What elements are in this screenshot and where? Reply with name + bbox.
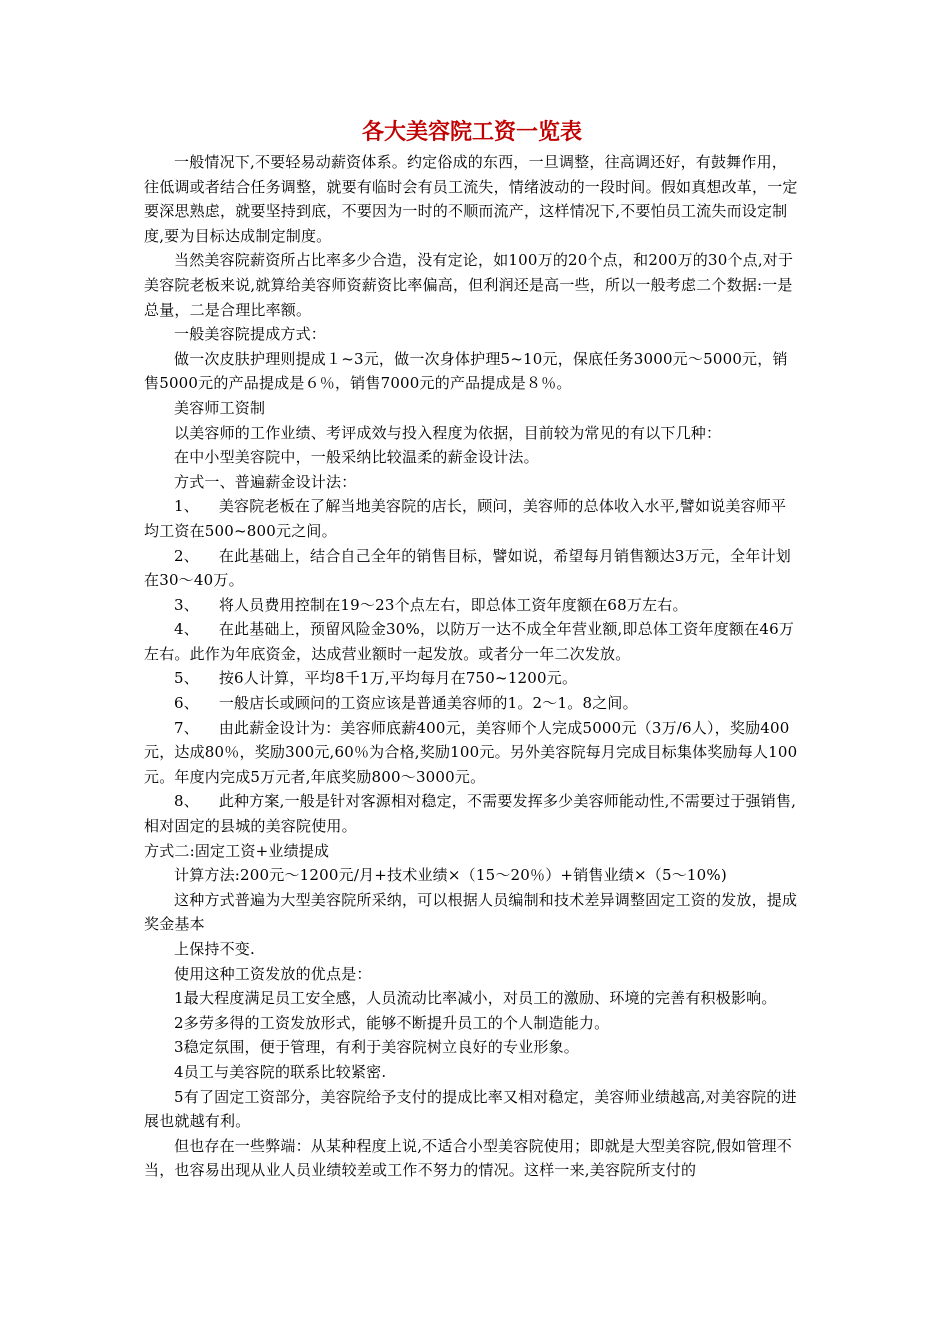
paragraph: 3、 将人员费用控制在19～23个点左右，即总体工资年度额在68万左右。 <box>174 595 688 614</box>
paragraph: 4员工与美容院的联系比较紧密. <box>174 1062 387 1081</box>
paragraph: 美容师工资制 <box>174 398 266 417</box>
paragraph: 当然美容院薪资所占比率多少合造，没有定论，如100万的20个点，和200万的30个点,对于美容院老板来说,就算给美容师资薪资比率偏高，但利润还是高一些，所以一般考虑二个数据:一是总量，二是合理比率额。 <box>144 251 794 319</box>
document-body <box>144 150 800 1183</box>
paragraph: 2、 在此基础上，结合自己全年的销售目标，譬如说，希望每月销售额达3万元，全年计划在30～40万。 <box>144 546 791 590</box>
paragraph: 3稳定氛围，便于管理，有利于美容院树立良好的专业形象。 <box>174 1038 579 1057</box>
paragraph: 一般情况下,不要轻易动薪资体系。约定俗成的东西，一旦调整，往高调还好，有鼓舞作用，往低调或者结合任务调整，就要有临时会有员工流失，情绪波动的一段时间。假如真想改革，一定要深思熟虑，就要坚持到底，不要因为一时的不顺而流产，这样情况下,不要怕员工流失而设定制度,要为目标达成制定制度。 <box>144 153 798 245</box>
paragraph: 2多劳多得的工资发放形式，能够不断提升员工的个人制造能力。 <box>174 1013 610 1032</box>
paragraph: 在中小型美容院中，一般采纳比较温柔的薪金设计法。 <box>174 448 539 467</box>
paragraph: 1最大程度满足员工安全感，人员流动比率减小，对员工的激励、环境的完善有积极影响。 <box>174 989 777 1008</box>
paragraph: 上保持不变. <box>174 940 255 958</box>
paragraph: 但也存在一些弊端：从某种程度上说,不适合小型美容院使用；即就是大型美容院,假如管理不当，也容易出现从业人员业绩较差或工作不努力的情况。这样一来,美容院所支付的 <box>144 1136 792 1180</box>
paragraph: 8、 此种方案,一般是针对客源相对稳定，不需要发挥多少美容师能动性,不需要过于强销售,相对固定的县城的美容院使用。 <box>144 792 797 836</box>
paragraph: 4、 在此基础上，预留风险金30%，以防万一达不成全年营业额,即总体工资年度额在46万左右。此作为年底资金，达成营业额时一起发放。或者分一年二次发放。 <box>144 620 795 663</box>
paragraph: 这种方式普遍为大型美容院所采纳，可以根据人员编制和技术差异调整固定工资的发放，提成奖金基本 <box>144 890 798 934</box>
paragraph: 使用这种工资发放的优点是： <box>174 964 372 983</box>
paragraph: 5有了固定工资部分，美容院给予支付的提成比率又相对稳定，美容师业绩越高,对美容院的进展也就越有利。 <box>144 1087 797 1131</box>
document-title: 各大美容院工资一览表 <box>361 120 582 145</box>
paragraph: 1、 美容院老板在了解当地美容院的店长，顾问，美容师的总体收入水平,譬如说美容师平均工资在500~800元之间。 <box>144 497 787 540</box>
paragraph: 计算方法:200元～1200元/月+技术业绩×（15～20％）+销售业绩×（5～10%) <box>174 866 727 885</box>
paragraph: 以美容师的工作业绩、考评成效与投入程度为依据，目前较为常见的有以下几种： <box>174 423 722 442</box>
paragraph: 6、 一般店长或顾问的工资应该是普通美容师的1。2～1。8之间。 <box>174 694 638 713</box>
paragraph: 一般美容院提成方式： <box>174 325 327 344</box>
paragraph: 方式二:固定工资+业绩提成 <box>144 841 330 860</box>
paragraph: 5、 按6人计算，平均8千1万,平均每月在750~1200元。 <box>174 669 578 688</box>
paragraph: 方式一、普遍薪金设计法： <box>174 472 357 491</box>
paragraph: 7、 由此薪金设计为：美容师底薪400元，美容师个人完成5000元（3万/6人），奖励400元，达成80％，奖励300元,60％为合格,奖励100元。另外美容院每月完成目标集体奖励每人100元。年度内完成5万元者,年底奖励800～3000元。 <box>144 718 798 786</box>
paragraph: 做一次皮肤护理则提成１~3元，做一次身体护理5~10元，保底任务3000元～5000元，销售5000元的产品提成是６％，销售7000元的产品提成是８％。 <box>144 349 788 393</box>
